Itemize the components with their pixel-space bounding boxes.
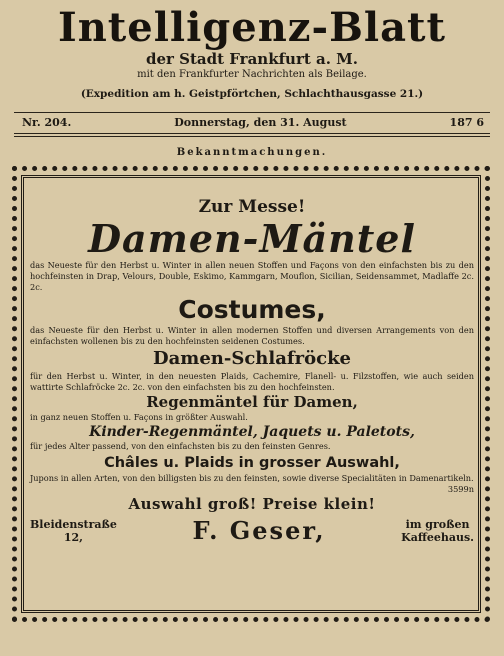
ad-schlaf-text: für den Herbst u. Winter, in den neuesten Plaids, Cachemire, Flanell- u. Filzstoffen, wie auch seiden wattirte Schlafröcke 2c. 2c. von den einfachsten bis zu den hochfeinsten. xyxy=(30,371,474,392)
ad-costumes-text: das Neueste für den Herbst u. Winter in allen modernen Stoffen und diversen Arrangements von den einfachsten wollenen bis zu den hochfeinsten seidenen Costumes. xyxy=(30,325,474,346)
beilage-note: mit den Frankfurter Nachrichten als Beilage. xyxy=(137,69,367,80)
issue-rule-top xyxy=(14,133,490,134)
issue-rule-bottom xyxy=(14,136,490,137)
ad-regen-heading: Regenmäntel für Damen, xyxy=(146,393,358,411)
ad-address-left xyxy=(30,518,117,544)
ad-messe-heading: Zur Messe! xyxy=(198,197,306,217)
ad-damen-heading: Damen-Mäntel xyxy=(88,216,416,261)
issue-date: Donnerstag, den 31. August xyxy=(174,116,347,129)
ad-auswahl-slogan: Auswahl groß! Preise klein! xyxy=(128,495,376,513)
ad-address-right-line1: im großen xyxy=(405,517,470,531)
section-title: Bekanntmachungen. xyxy=(176,147,328,158)
ad-footer xyxy=(30,516,474,545)
ad-damen-text: das Neueste für den Herbst u. Winter in allen neuen Stoffen und Façons von den einfachsten bis zu den hochfeinsten in Drap, Velours, Double, Eskimo, Kammgarn, Mouflon, Sicilian, Seidensammet, Madlaffe 2c. 2c. xyxy=(30,260,474,292)
ad-address-right-line2: Kaffeehaus. xyxy=(401,530,474,544)
ad-chales-text: Jupons in allen Arten, von den billigsten bis zu den feinsten, sowie diverse Specialitäten in Damenartikeln. xyxy=(30,473,474,483)
ad-regen-text: in ganz neuen Stoffen u. Façons in größter Auswahl. xyxy=(30,412,248,422)
ad-firm-name: F. Geser, xyxy=(192,516,326,545)
issue-number: Nr. 204. xyxy=(22,116,72,129)
ad-schlaf-heading: Damen-Schlafröcke xyxy=(153,348,351,369)
ad-kinder-heading: Kinder-Regenmäntel, Jaquets u. Paletots, xyxy=(89,424,415,440)
issue-row xyxy=(22,116,484,129)
newspaper-subtitle: der Stadt Frankfurt a. M. xyxy=(146,50,358,68)
ad-costumes-heading: Costumes, xyxy=(178,295,326,324)
ad-address-left-line2: 12, xyxy=(63,530,84,544)
masthead xyxy=(0,6,504,101)
ad-kinder-text: für jedes Alter passend, von den einfachsten bis zu den feinsten Genres. xyxy=(30,441,331,451)
ad-chales-heading: Châles u. Plaids in grosser Auswahl, xyxy=(104,455,400,471)
issue-year: 187 6 xyxy=(449,116,484,129)
newspaper-title: Intelligenz-Blatt xyxy=(58,4,446,51)
ad-address-left-line1: Bleidenstraße xyxy=(30,517,117,531)
ad-reference-code: 3599n xyxy=(447,484,474,494)
advertisement xyxy=(30,196,474,545)
expedition-address: (Expedition am h. Geistpförtchen, Schlachthausgasse 21.) xyxy=(80,88,424,100)
ad-address-right xyxy=(401,518,474,544)
masthead-rule xyxy=(14,112,490,113)
